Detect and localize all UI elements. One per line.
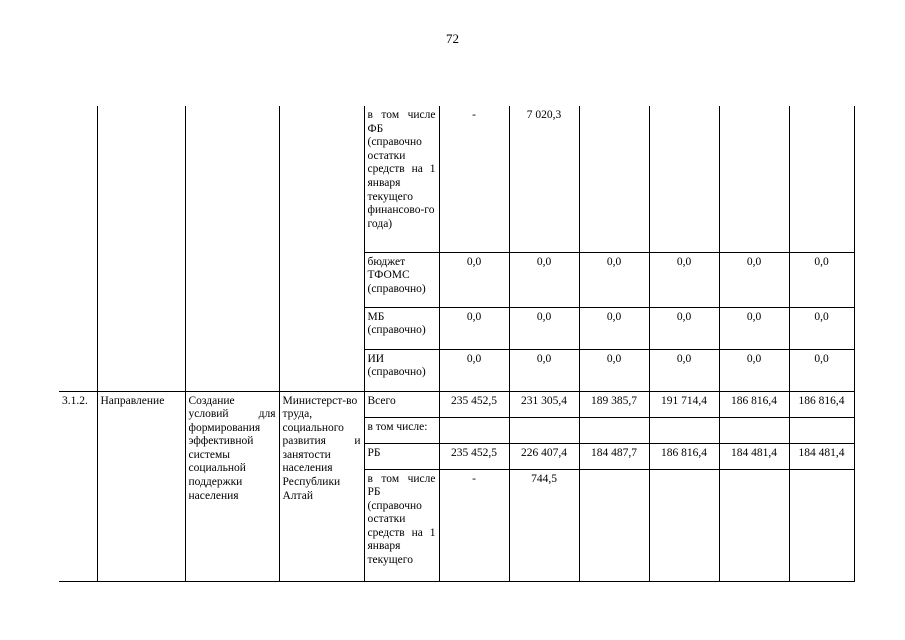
cell-value: 0,0 [719,307,789,349]
cell-value: 189 385,7 [579,391,649,417]
cell-source: бюджет ТФОМС (справочно) [364,252,439,307]
cell-source: в том числе: [364,417,439,443]
cell-value [649,106,719,252]
cell-item-name: Создание условий для формирования эффективной системы социальной поддержки населения [185,391,279,581]
cell-value: 0,0 [439,252,509,307]
cell-name-empty [185,106,279,391]
cell-value: 0,0 [509,252,579,307]
cell-value [509,417,579,443]
cell-value: 186 816,4 [649,443,719,469]
cell-value: - [439,106,509,252]
cell-value: 0,0 [789,349,854,391]
cell-source: в том числе ФБ (справочно остатки средств на 1 января текущего финансово-го года) [364,106,439,252]
cell-executor-empty [279,106,364,391]
cell-value [579,106,649,252]
cell-value: 186 816,4 [789,391,854,417]
cell-value: 226 407,4 [509,443,579,469]
cell-value [579,417,649,443]
cell-value: 191 714,4 [649,391,719,417]
cell-value: 0,0 [789,252,854,307]
cell-value [719,106,789,252]
table-row [59,391,854,417]
cell-source: РБ [364,443,439,469]
cell-value: 0,0 [789,307,854,349]
cell-value: 184 487,7 [579,443,649,469]
cell-value: 186 816,4 [719,391,789,417]
cell-value [719,469,789,581]
cell-value: 0,0 [649,252,719,307]
cell-value: 231 305,4 [509,391,579,417]
cell-value [579,469,649,581]
cell-value: 0,0 [509,349,579,391]
cell-value: 0,0 [579,349,649,391]
cell-type-empty [97,106,185,391]
cell-value: 7 020,3 [509,106,579,252]
cell-value [789,417,854,443]
cell-value: 0,0 [579,307,649,349]
cell-value: 744,5 [509,469,579,581]
cell-value: 235 452,5 [439,391,509,417]
cell-value: 184 481,4 [789,443,854,469]
cell-value [719,417,789,443]
cell-value [789,106,854,252]
cell-source: ИИ (справочно) [364,349,439,391]
cell-value: 0,0 [719,252,789,307]
cell-value: 0,0 [439,307,509,349]
cell-value: 184 481,4 [719,443,789,469]
cell-value: 0,0 [579,252,649,307]
cell-value: 0,0 [719,349,789,391]
cell-value: 0,0 [649,307,719,349]
table-row [59,106,854,252]
cell-value: 0,0 [439,349,509,391]
cell-item-type: Направление [97,391,185,581]
cell-value [789,469,854,581]
cell-value: 0,0 [649,349,719,391]
cell-value: 235 452,5 [439,443,509,469]
cell-value [649,417,719,443]
cell-value [649,469,719,581]
cell-value: - [439,469,509,581]
cell-value: 0,0 [509,307,579,349]
cell-number-empty [59,106,97,391]
cell-source: МБ (справочно) [364,307,439,349]
page-number: 72 [446,31,459,46]
cell-source: в том числе РБ (справочно остатки средств на 1 января текущего [364,469,439,581]
budget-table [59,106,855,582]
cell-value [439,417,509,443]
cell-item-executor: Министерст-во труда, социального развития и занятости населения Республики Алтай [279,391,364,581]
cell-item-number: 3.1.2. [59,391,97,581]
cell-source: Всего [364,391,439,417]
